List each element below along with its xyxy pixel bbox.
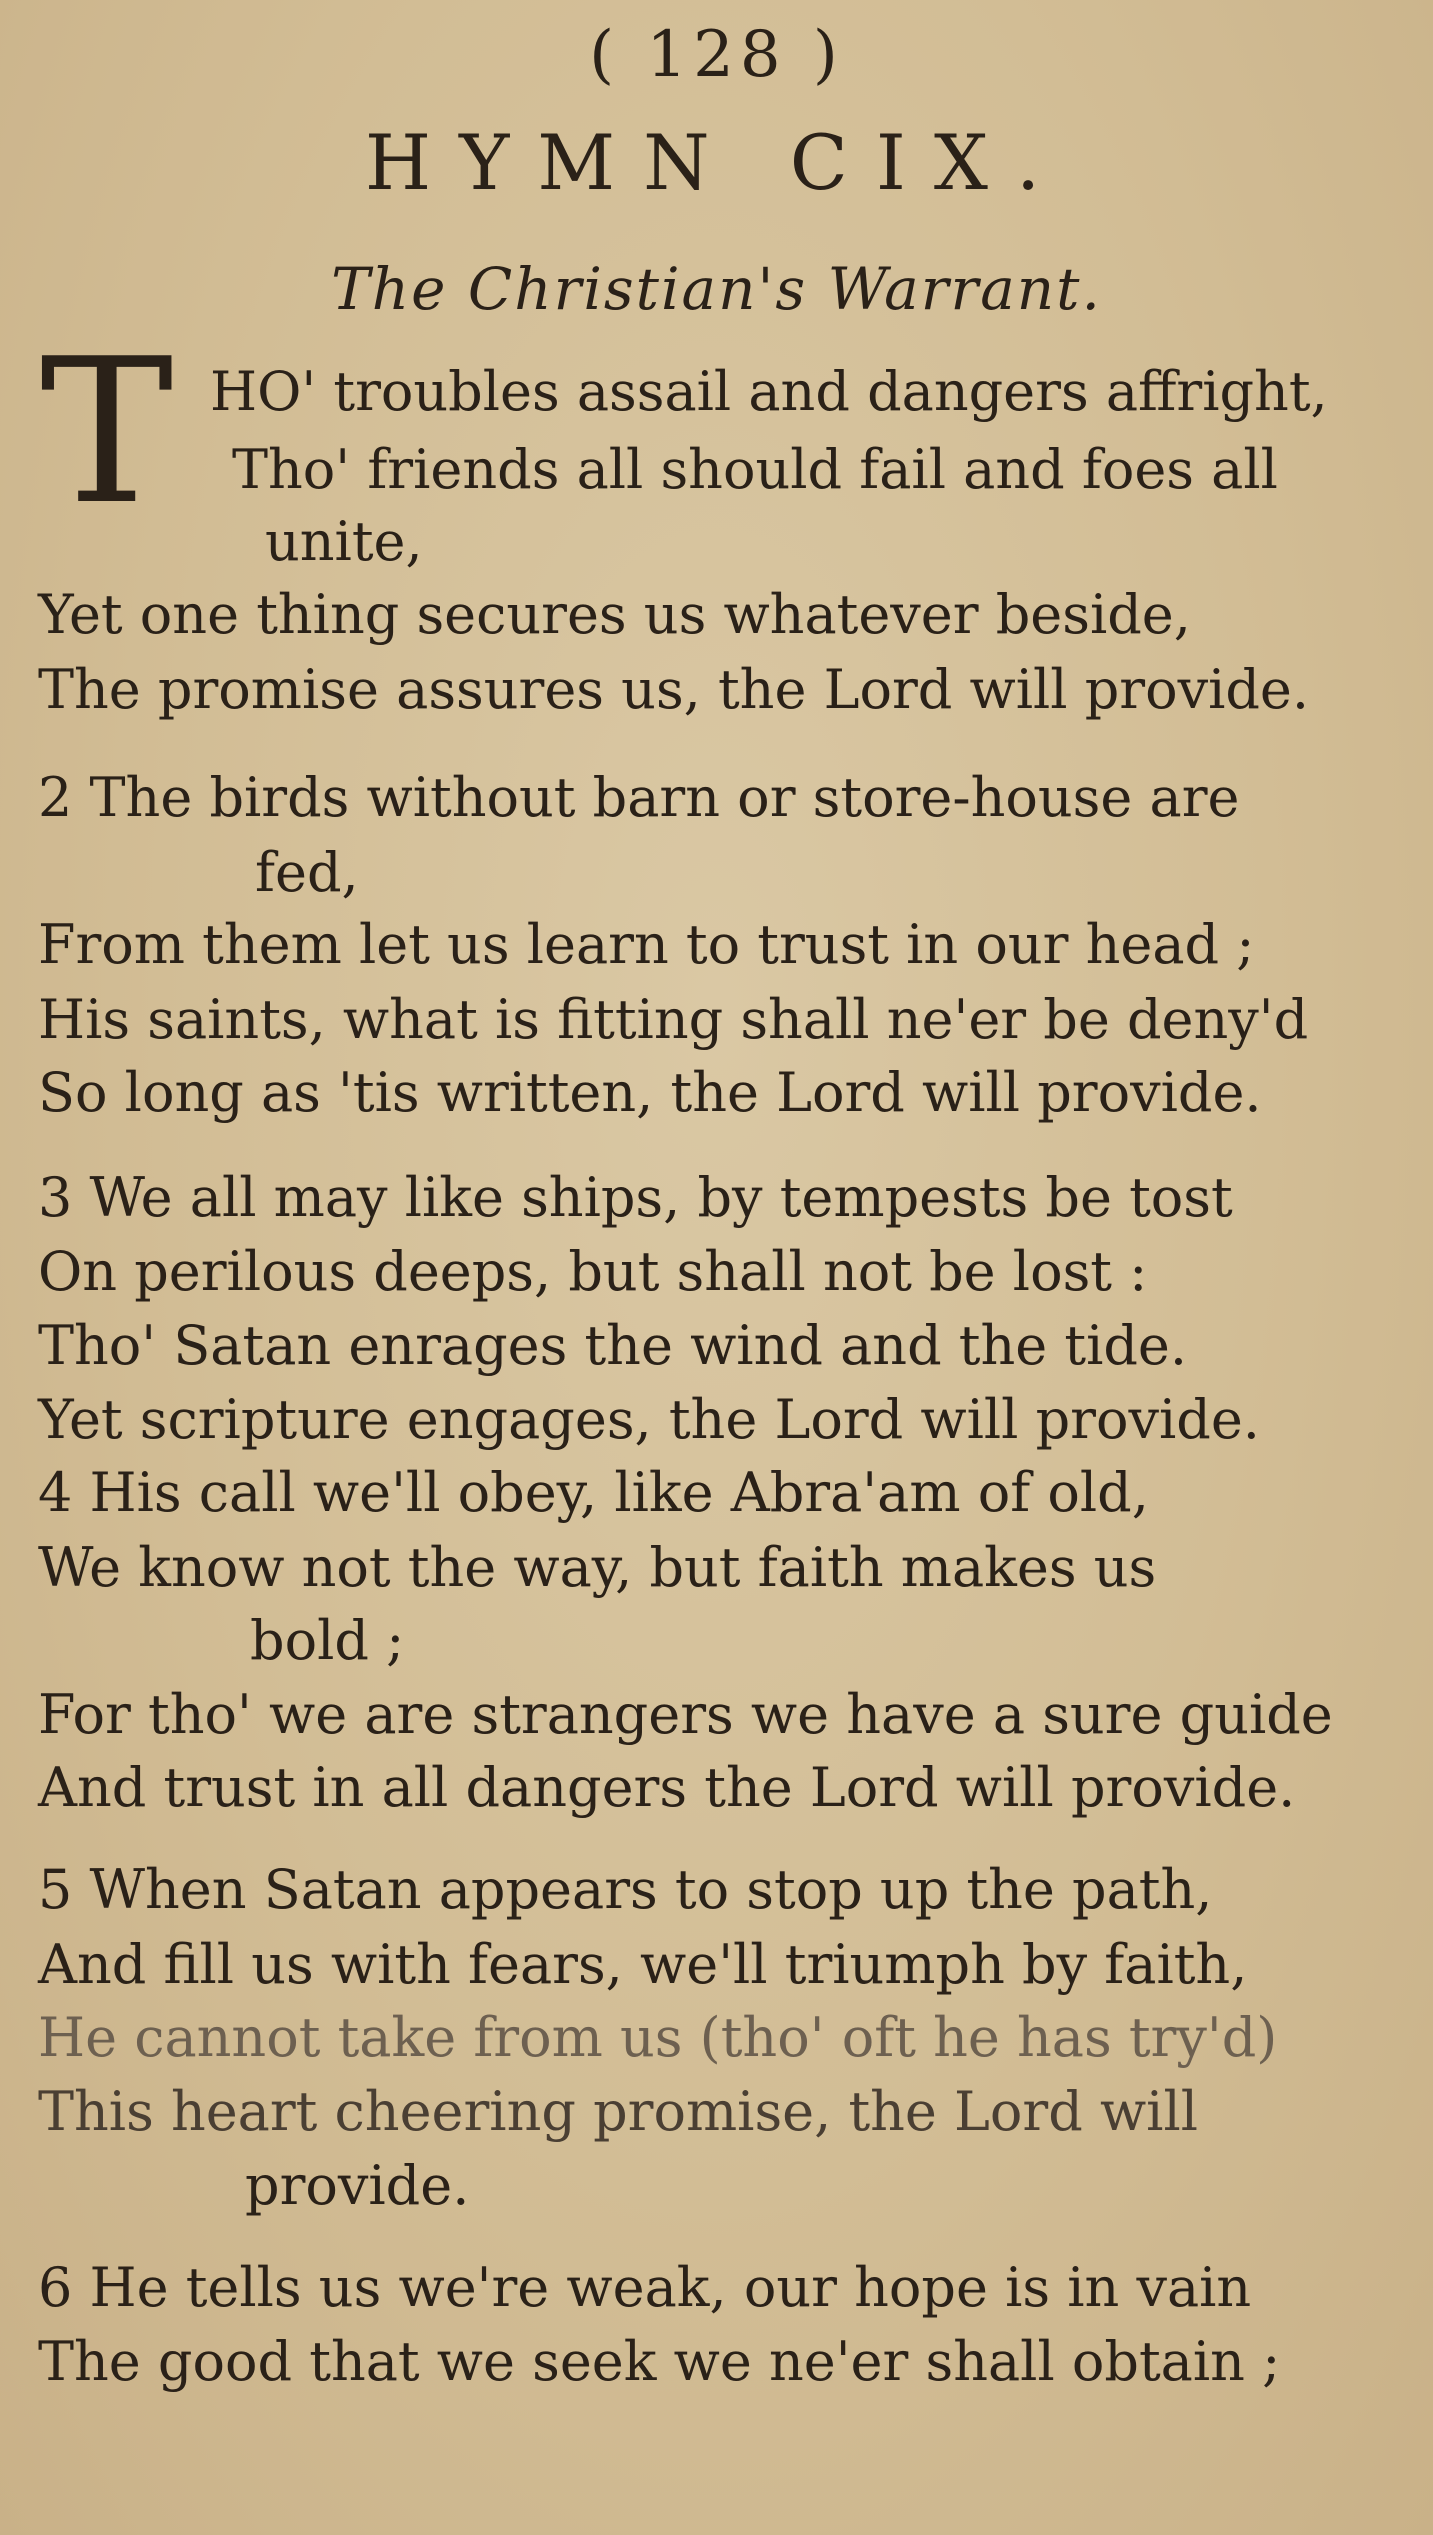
hymn-title: HYMN CIX. xyxy=(364,118,1069,207)
verse5-line2: And fill us with fears, we'll triumph by faith, xyxy=(38,1933,1248,1996)
verse4-line5: And trust in all dangers the Lord will provide. xyxy=(38,1756,1296,1819)
verse5-line5: provide. xyxy=(245,2154,470,2217)
verse5-line3: He cannot take from us (tho' oft he has try'd) xyxy=(38,2006,1278,2069)
verse2-line1: 2 The birds without barn or store-house are xyxy=(38,766,1240,829)
verse3-line1: 3 We all may like ships, by tempests be tost xyxy=(38,1166,1233,1229)
verse6-line2: The good that we seek we ne'er shall obtain ; xyxy=(38,2330,1281,2393)
verse2-line2: fed, xyxy=(255,841,359,904)
drop-cap: T xyxy=(40,316,174,549)
verse3-line3: Tho' Satan enrages the wind and the tide. xyxy=(38,1314,1188,1377)
verse1-line4: Yet one thing secures us whatever beside, xyxy=(38,583,1191,646)
verse6-line1: 6 He tells us we're weak, our hope is in vain xyxy=(38,2256,1252,2319)
verse2-line5: So long as 'tis written, the Lord will provide. xyxy=(38,1061,1262,1124)
verse1-line5: The promise assures us, the Lord will provide. xyxy=(38,658,1310,721)
verse1-line1: HO' troubles assail and dangers affright, xyxy=(210,360,1328,423)
verse2-line4: His saints, what is fitting shall ne'er be deny'd xyxy=(38,988,1309,1051)
verse5-line1: 5 When Satan appears to stop up the path, xyxy=(38,1858,1213,1921)
verse4-line4: For tho' we are strangers we have a sure guide xyxy=(38,1683,1333,1746)
verse3-line2: On perilous deeps, but shall not be lost : xyxy=(38,1240,1148,1303)
verse4-line2: We know not the way, but faith makes us xyxy=(38,1536,1157,1599)
verse3-line4: Yet scripture engages, the Lord will provide. xyxy=(38,1388,1260,1451)
verse4-line1: 4 His call we'll obey, like Abra'am of old, xyxy=(38,1461,1149,1524)
page-number: ( 128 ) xyxy=(589,18,844,92)
verse1-line2: Tho' friends all should fail and foes all xyxy=(232,438,1278,501)
verse2-line3: From them let us learn to trust in our head ; xyxy=(38,913,1255,976)
hymn-subtitle: The Christian's Warrant. xyxy=(331,255,1102,323)
verse5-line4: This heart cheering promise, the Lord will xyxy=(38,2080,1198,2143)
verse1-line3: unite, xyxy=(265,510,423,573)
verse4-line3: bold ; xyxy=(250,1609,405,1672)
